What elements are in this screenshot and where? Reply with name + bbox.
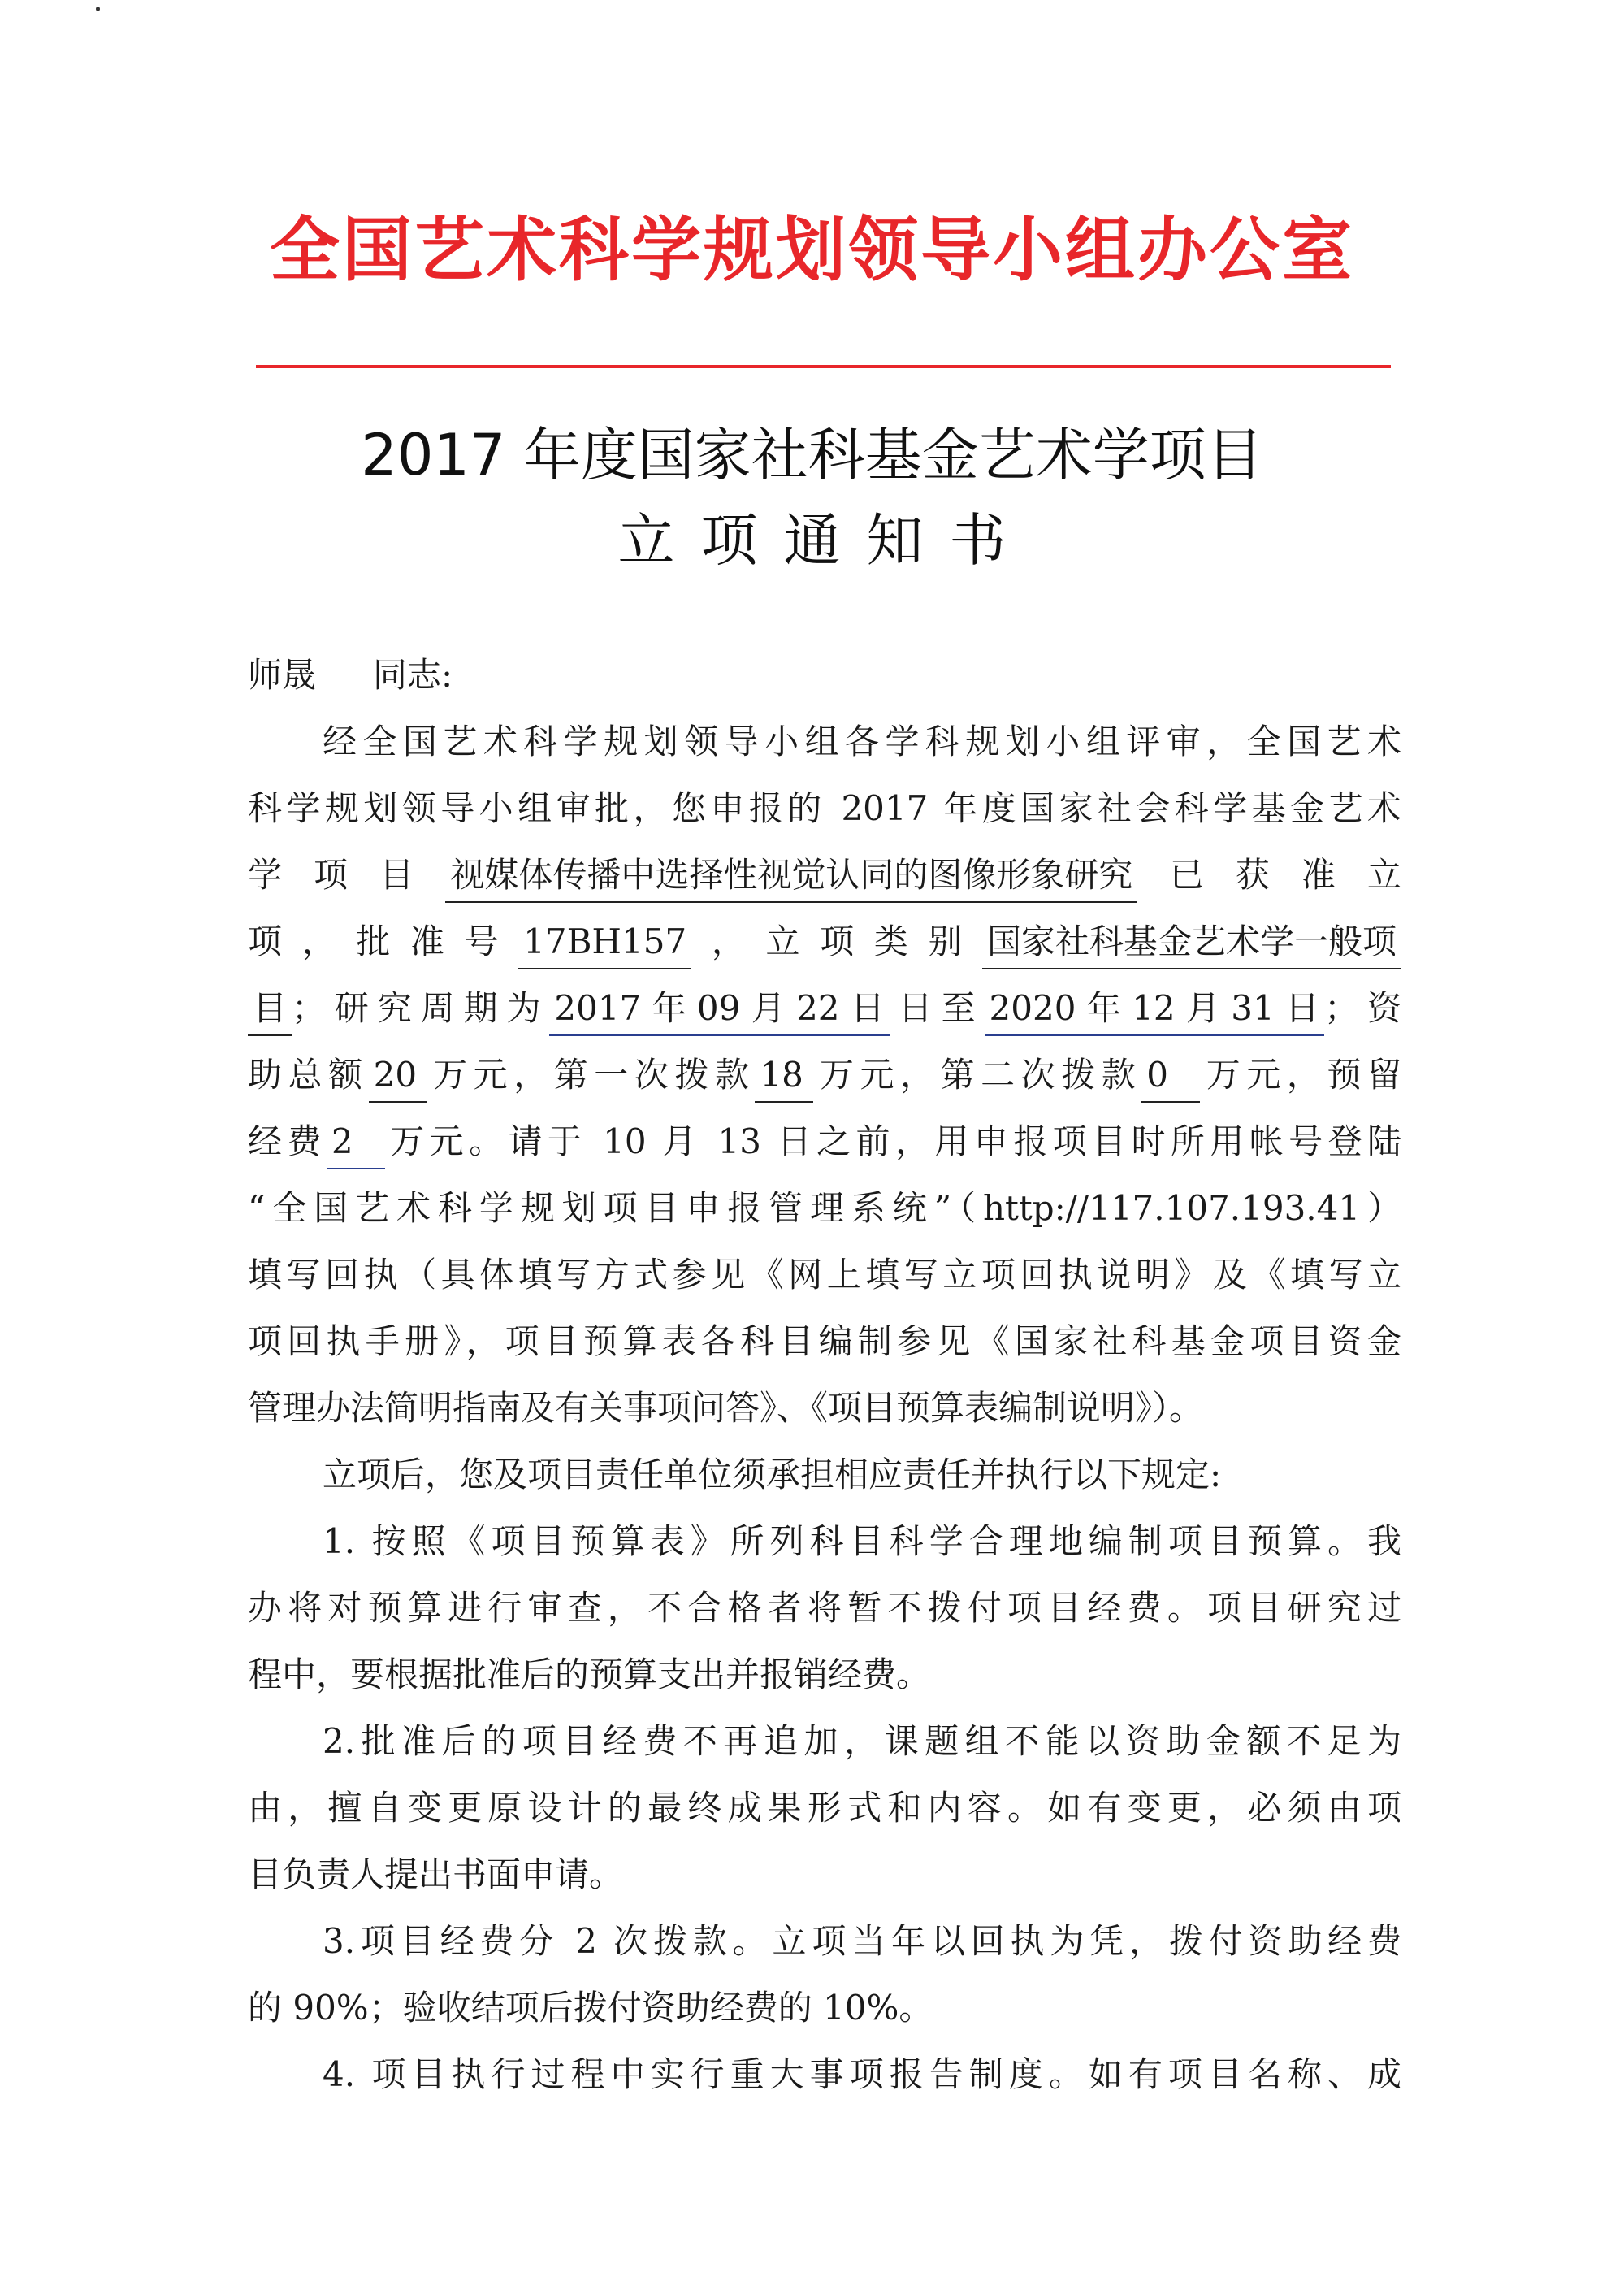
para2-line1: 立项后，您及项目责任单位须承担相应责任并执行以下规定: bbox=[323, 1455, 1222, 1494]
para1-line10: 项回执手册》，项目预算表各科目编制参见《国家社科基金项目资金 bbox=[248, 1321, 1401, 1361]
para1-line5 bbox=[248, 975, 1401, 1042]
rule4-line1: 4. 项目执行过程中实行重大事项报告制度。如有项目名称、成 bbox=[323, 2054, 1401, 2094]
start-date-field: 2017 年 09 月 22 日 bbox=[549, 982, 890, 1036]
rule3-line2: 的 90%；验收结项后拨付资助经费的 10%。 bbox=[248, 1988, 933, 2028]
para1-line2: 科学规划领导小组审批，您申报的 2017 年度国家社会科学基金艺术 bbox=[248, 788, 1401, 828]
para1-line1: 经全国艺术科学规划领导小组各学科规划小组评审，全国艺术 bbox=[323, 722, 1401, 761]
project-category-field-cont: 目 bbox=[248, 982, 292, 1036]
rule2-line1: 2.批准后的项目经费不再追加，课题组不能以资助金额不足为 bbox=[323, 1721, 1401, 1761]
second-payment-field: 0 bbox=[1141, 1049, 1200, 1103]
rule1-line1: 1. 按照《项目预算表》所列科目科学合理地编制项目预算。我 bbox=[323, 1521, 1401, 1561]
total-funding-field: 20 bbox=[369, 1049, 427, 1103]
header-red-rule bbox=[256, 365, 1391, 368]
text-segment: 项，批准号 bbox=[248, 922, 519, 961]
rule2-line2: 由，擅自变更原设计的最终成果形式和内容。如有变更，必须由项 bbox=[248, 1788, 1401, 1828]
scan-specks bbox=[96, 7, 107, 18]
text-segment: 日至 bbox=[889, 988, 985, 1028]
approval-number-field: 17BH157 bbox=[518, 916, 691, 969]
text-segment: 经费 bbox=[248, 1121, 327, 1161]
rule2-line3: 目负责人提出书面申请。 bbox=[248, 1854, 624, 1894]
text-segment: 万元。请于 10 月 13 日之前，用申报项目时所用帐号登陆 bbox=[384, 1121, 1401, 1161]
text-segment: ；研究周期为 bbox=[292, 988, 550, 1028]
reserve-funding-field: 2 bbox=[327, 1116, 385, 1169]
salutation-suffix: 同志: bbox=[373, 655, 453, 695]
project-category-field: 国家社科基金艺术学一般项 bbox=[982, 916, 1401, 969]
text-segment: 助总额 bbox=[248, 1055, 369, 1095]
end-date-field: 2020 年 12 月 31 日 bbox=[985, 982, 1325, 1036]
para1-line7 bbox=[248, 1108, 1401, 1175]
rule1-line3: 程中，要根据批准后的预算支出并报销经费。 bbox=[248, 1655, 931, 1694]
rule1-line2: 办将对预算进行审查，不合格者将暂不拨付项目经费。项目研究过 bbox=[248, 1588, 1401, 1628]
para1-line8: “全国艺术科学规划项目申报管理系统”（http://117.107.193.41） bbox=[248, 1188, 1401, 1228]
para1-line3 bbox=[248, 842, 1401, 909]
document-title-line1: 2017 年度国家社科基金艺术学项目 bbox=[361, 422, 1263, 488]
text-segment: 万元，预留 bbox=[1200, 1055, 1401, 1095]
text-segment: 万元，第一次拨款 bbox=[427, 1055, 756, 1095]
speck bbox=[96, 7, 100, 11]
text-segment: ，立项类别 bbox=[691, 922, 982, 961]
text-segment: 万元，第二次拨款 bbox=[813, 1055, 1142, 1095]
salutation bbox=[248, 642, 453, 709]
text-segment: 学项目 bbox=[248, 855, 446, 895]
para1-line11: 管理办法简明指南及有关事项问答》、《项目预算表编制说明》）。 bbox=[248, 1388, 1204, 1428]
issuing-office-header: 全国艺术科学规划领导小组办公室 bbox=[270, 210, 1354, 291]
para1-line9: 填写回执（具体填写方式参见《网上填写立项回执说明》及《填写立 bbox=[248, 1255, 1401, 1295]
rule3-line1: 3.项目经费分 2 次拨款。立项当年以回执为凭，拨付资助经费 bbox=[323, 1921, 1401, 1961]
para1-line6 bbox=[248, 1042, 1401, 1108]
first-payment-field: 18 bbox=[755, 1049, 813, 1103]
notice-body bbox=[248, 709, 1401, 2108]
text-segment: 已获准立 bbox=[1137, 855, 1401, 895]
project-title-field: 视媒体传播中选择性视觉认同的图像形象研究 bbox=[445, 849, 1137, 903]
recipient-name: 师晟 bbox=[248, 655, 317, 695]
para1-line4 bbox=[248, 909, 1401, 975]
text-segment: ；资 bbox=[1324, 988, 1401, 1028]
document-title-line2: 立项通知书 bbox=[617, 507, 1033, 574]
